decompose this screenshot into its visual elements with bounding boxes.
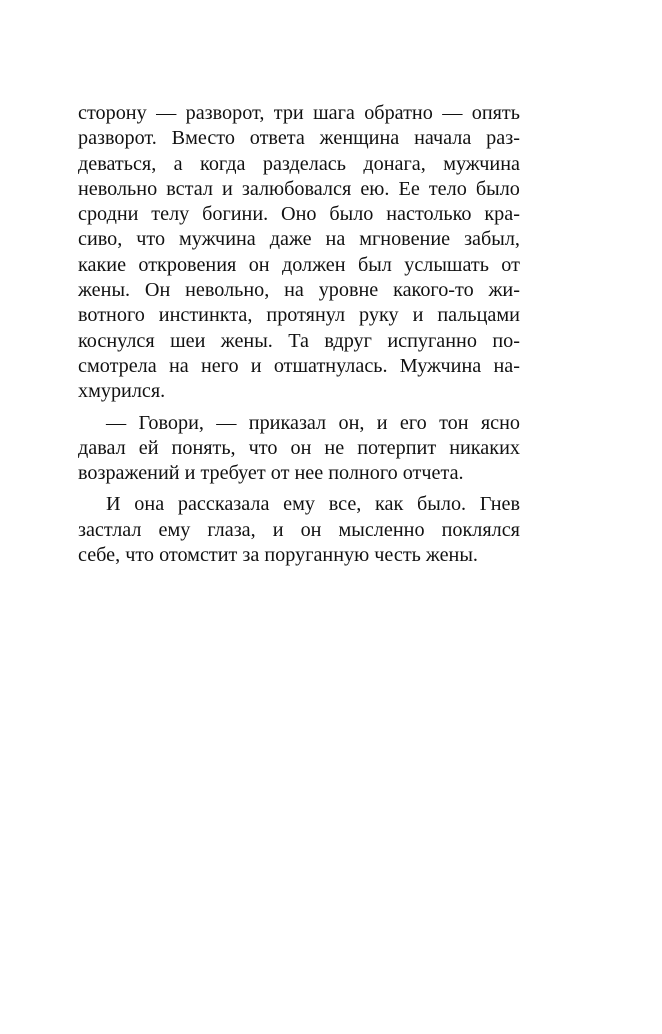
word: Гнев [479, 493, 520, 516]
word: мгновение [359, 228, 451, 251]
word: инстинкта, [158, 304, 253, 327]
word: был [357, 253, 392, 276]
text-line [78, 278, 520, 303]
word: давал [78, 436, 126, 459]
word: услышать [404, 253, 489, 276]
word: донага, [363, 152, 426, 175]
body-text [78, 101, 520, 574]
word: потерпит [357, 436, 437, 459]
word: протянул [266, 304, 346, 327]
word: а [173, 152, 183, 175]
word: и [250, 354, 262, 377]
text-line [78, 152, 520, 177]
word: настолько [386, 203, 472, 226]
word: руку [359, 304, 399, 327]
word: Вместо [171, 127, 235, 150]
text-line: хмурился. [78, 380, 166, 403]
text-line [78, 177, 520, 202]
word: ей [138, 436, 159, 459]
word: все, [328, 493, 362, 516]
word: женщина [319, 127, 400, 150]
word: как [375, 493, 404, 516]
word: раз- [486, 127, 520, 150]
word: на [325, 228, 346, 251]
word: она [134, 493, 165, 516]
word: какие [78, 253, 127, 276]
word: начала [414, 127, 472, 150]
word: богини. [202, 203, 269, 226]
word: тон [439, 411, 469, 434]
word: кра- [484, 203, 520, 226]
word: откровения [138, 253, 237, 276]
word: когда [200, 152, 246, 175]
word: никаких [449, 436, 520, 459]
word: сродни [78, 203, 139, 226]
word: Говори, [138, 411, 204, 434]
word: должен [281, 253, 346, 276]
word: он [290, 436, 312, 459]
paragraph-1 [78, 101, 520, 405]
word: испуганно [387, 329, 477, 352]
text-line [78, 126, 520, 151]
word: он [300, 518, 322, 541]
word: три [273, 102, 304, 124]
word: даже [269, 228, 312, 251]
word: пальцами [437, 304, 520, 327]
text-line [78, 492, 520, 517]
word: Он [144, 279, 171, 302]
word: что [136, 228, 166, 251]
word: приказал [248, 411, 327, 434]
word: вдруг [324, 329, 372, 352]
text-line [78, 354, 520, 379]
word: рассказала [177, 493, 270, 516]
word: ясно [480, 411, 520, 434]
word: застлал [78, 518, 142, 541]
text-line [78, 303, 520, 328]
word: и [272, 518, 284, 541]
word: телу [151, 203, 190, 226]
word: ею. [360, 177, 390, 200]
word: встал [166, 177, 213, 200]
word: он [248, 253, 270, 276]
text-line: себе, что отомстит за поруганную честь жены. [78, 544, 478, 567]
word: шеи [170, 329, 206, 352]
text-line [78, 518, 520, 543]
word: него [200, 354, 239, 377]
word: что [248, 436, 278, 459]
word: по- [492, 329, 520, 352]
word: отшатнулась. [273, 354, 388, 377]
word: от [501, 253, 520, 276]
word: уровне [318, 279, 379, 302]
word: — [216, 411, 237, 434]
word: глаза, [207, 518, 256, 541]
word: ему [158, 518, 191, 541]
word: невольно [78, 177, 158, 200]
word: шага [313, 102, 355, 124]
text-line [78, 253, 520, 278]
text-line [78, 411, 520, 436]
word: Ее [398, 177, 420, 200]
word: какого-то [393, 279, 474, 302]
word: — [156, 102, 177, 124]
word: ему [283, 493, 315, 516]
word: было. [417, 493, 467, 516]
word: было [329, 203, 374, 226]
word: и [412, 304, 424, 327]
word: и [221, 177, 233, 200]
word: сторону [78, 102, 147, 124]
word: забыл, [464, 228, 520, 251]
paragraph-3 [78, 492, 520, 568]
word: сиво, [78, 228, 123, 251]
word: на- [493, 354, 520, 377]
word: поклялся [441, 518, 520, 541]
text-line [78, 101, 520, 126]
word: невольно, [185, 279, 270, 302]
word: на [284, 279, 304, 302]
text-line [78, 202, 520, 227]
word: тело [428, 177, 467, 200]
word: И [106, 493, 121, 516]
word: разделась [262, 152, 346, 175]
word: было [475, 177, 520, 200]
word: мужчина [443, 152, 520, 175]
word: вотного [78, 304, 145, 327]
word: и [376, 411, 388, 434]
word: не [324, 436, 345, 459]
word: на [168, 354, 189, 377]
word: разворот. [78, 127, 157, 150]
word: Оно [281, 203, 317, 226]
word: понять, [171, 436, 236, 459]
word: залюбовался [241, 177, 352, 200]
word: Мужчина [399, 354, 482, 377]
text-line: возражений и требует от нее полного отчета. [78, 462, 464, 485]
word: мысленно [338, 518, 425, 541]
word: — [106, 411, 127, 434]
word: опять [471, 102, 520, 124]
paragraph-2 [78, 411, 520, 487]
word: его [399, 411, 427, 434]
word: коснулся [78, 329, 155, 352]
word: мужчина [179, 228, 256, 251]
word: смотрела [78, 354, 157, 377]
word: — [442, 102, 463, 124]
word: жи- [488, 279, 520, 302]
word: разворот, [185, 102, 265, 124]
word: Та [288, 329, 310, 352]
word: деваться, [78, 152, 157, 175]
word: жены. [78, 279, 131, 302]
text-line [78, 329, 520, 354]
text-line [78, 227, 520, 252]
word: обратно [364, 102, 433, 124]
word: жены. [220, 329, 273, 352]
word: он, [338, 411, 365, 434]
word: ответа [249, 127, 305, 150]
text-line [78, 436, 520, 461]
